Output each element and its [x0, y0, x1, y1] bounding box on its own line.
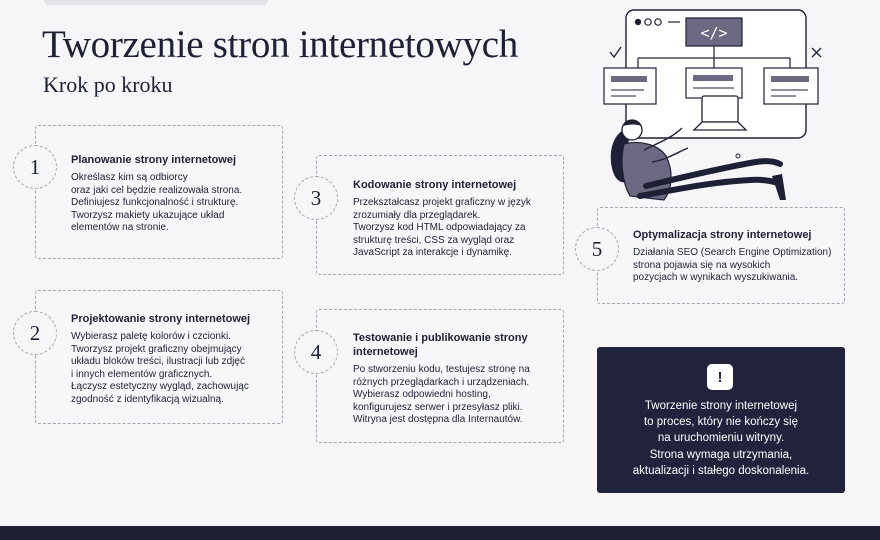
- summary-note: [597, 347, 845, 493]
- step-1-text: Określasz kim są odbiorcy oraz jaki cel będzie realizowała strona. Definiujesz funkcjonalność i strukturę. Tworzysz makiety ukazujące układ elementów na stronie.: [71, 172, 243, 234]
- step-5-card: [597, 207, 845, 304]
- step-4-title: Testowanie i publikowanie strony internetowej: [353, 332, 528, 358]
- code-glyph: </>: [700, 24, 728, 42]
- step-4-card: [316, 309, 564, 443]
- step-5-number: 5: [575, 227, 619, 271]
- step-2-title: Projektowanie strony internetowej: [71, 313, 251, 325]
- step-4-number: 4: [294, 330, 338, 374]
- step-3-number: 3: [294, 176, 338, 220]
- web-developer-illustration: [600, 0, 840, 210]
- step-3-card: [316, 155, 564, 275]
- step-4-text: Po stworzeniu kodu, testujesz stronę na różnych przeglądarkach i urządzeniach. Wybierasz odpowiedni hosting, konfigurujesz serwer i przesyłasz pliki. Witryna jest dostępna dla Internautów.: [353, 364, 530, 426]
- page-title: Tworzenie stron internetowych: [42, 23, 518, 66]
- step-2-number: 2: [13, 311, 57, 355]
- step-3-text: Przekształcasz projekt graficzny w język zrozumiały dla przeglądarek. Tworzysz kod HTML odpowiadający za strukturę treści, CSS za wygląd oraz JavaScript za interakcje i dynamikę.: [353, 197, 531, 259]
- step-5-title: Optymalizacja strony internetowej: [633, 229, 812, 241]
- step-2-text: Wybierasz paletę kolorów i czcionki. Tworzysz projekt graficzny obejmujący układu bloków treści, ilustracji lub zdjęć i innych elementów graficznych. Łączysz estetyczny wygląd, zachowując zgodność z identyfikacją wizualną.: [71, 331, 249, 405]
- step-1-title: Planowanie strony internetowej: [71, 154, 237, 166]
- footer-bar: [0, 526, 880, 540]
- step-5-text: Działania SEO (Search Engine Optimization) strona pojawia się na wysokich pozycjach w wynikach wyszukiwania.: [633, 247, 832, 284]
- warning-glyph: !: [717, 368, 723, 386]
- step-1-card: [35, 125, 283, 259]
- warning-icon: [707, 364, 733, 390]
- step-1-number: 1: [13, 145, 57, 189]
- step-3-title: Kodowanie strony internetowej: [353, 179, 517, 191]
- step-2-card: [35, 290, 283, 424]
- web-developer-illustration-svg: [600, 0, 840, 210]
- summary-note-text: Tworzenie strony internetowej to proces, który nie kończy się na uruchomieniu witryny. Strona wymaga utrzymania, aktualizacji i stałego doskonalenia.: [632, 400, 810, 477]
- top-tab: [44, 0, 268, 5]
- page-subtitle: Krok po kroku: [43, 72, 173, 97]
